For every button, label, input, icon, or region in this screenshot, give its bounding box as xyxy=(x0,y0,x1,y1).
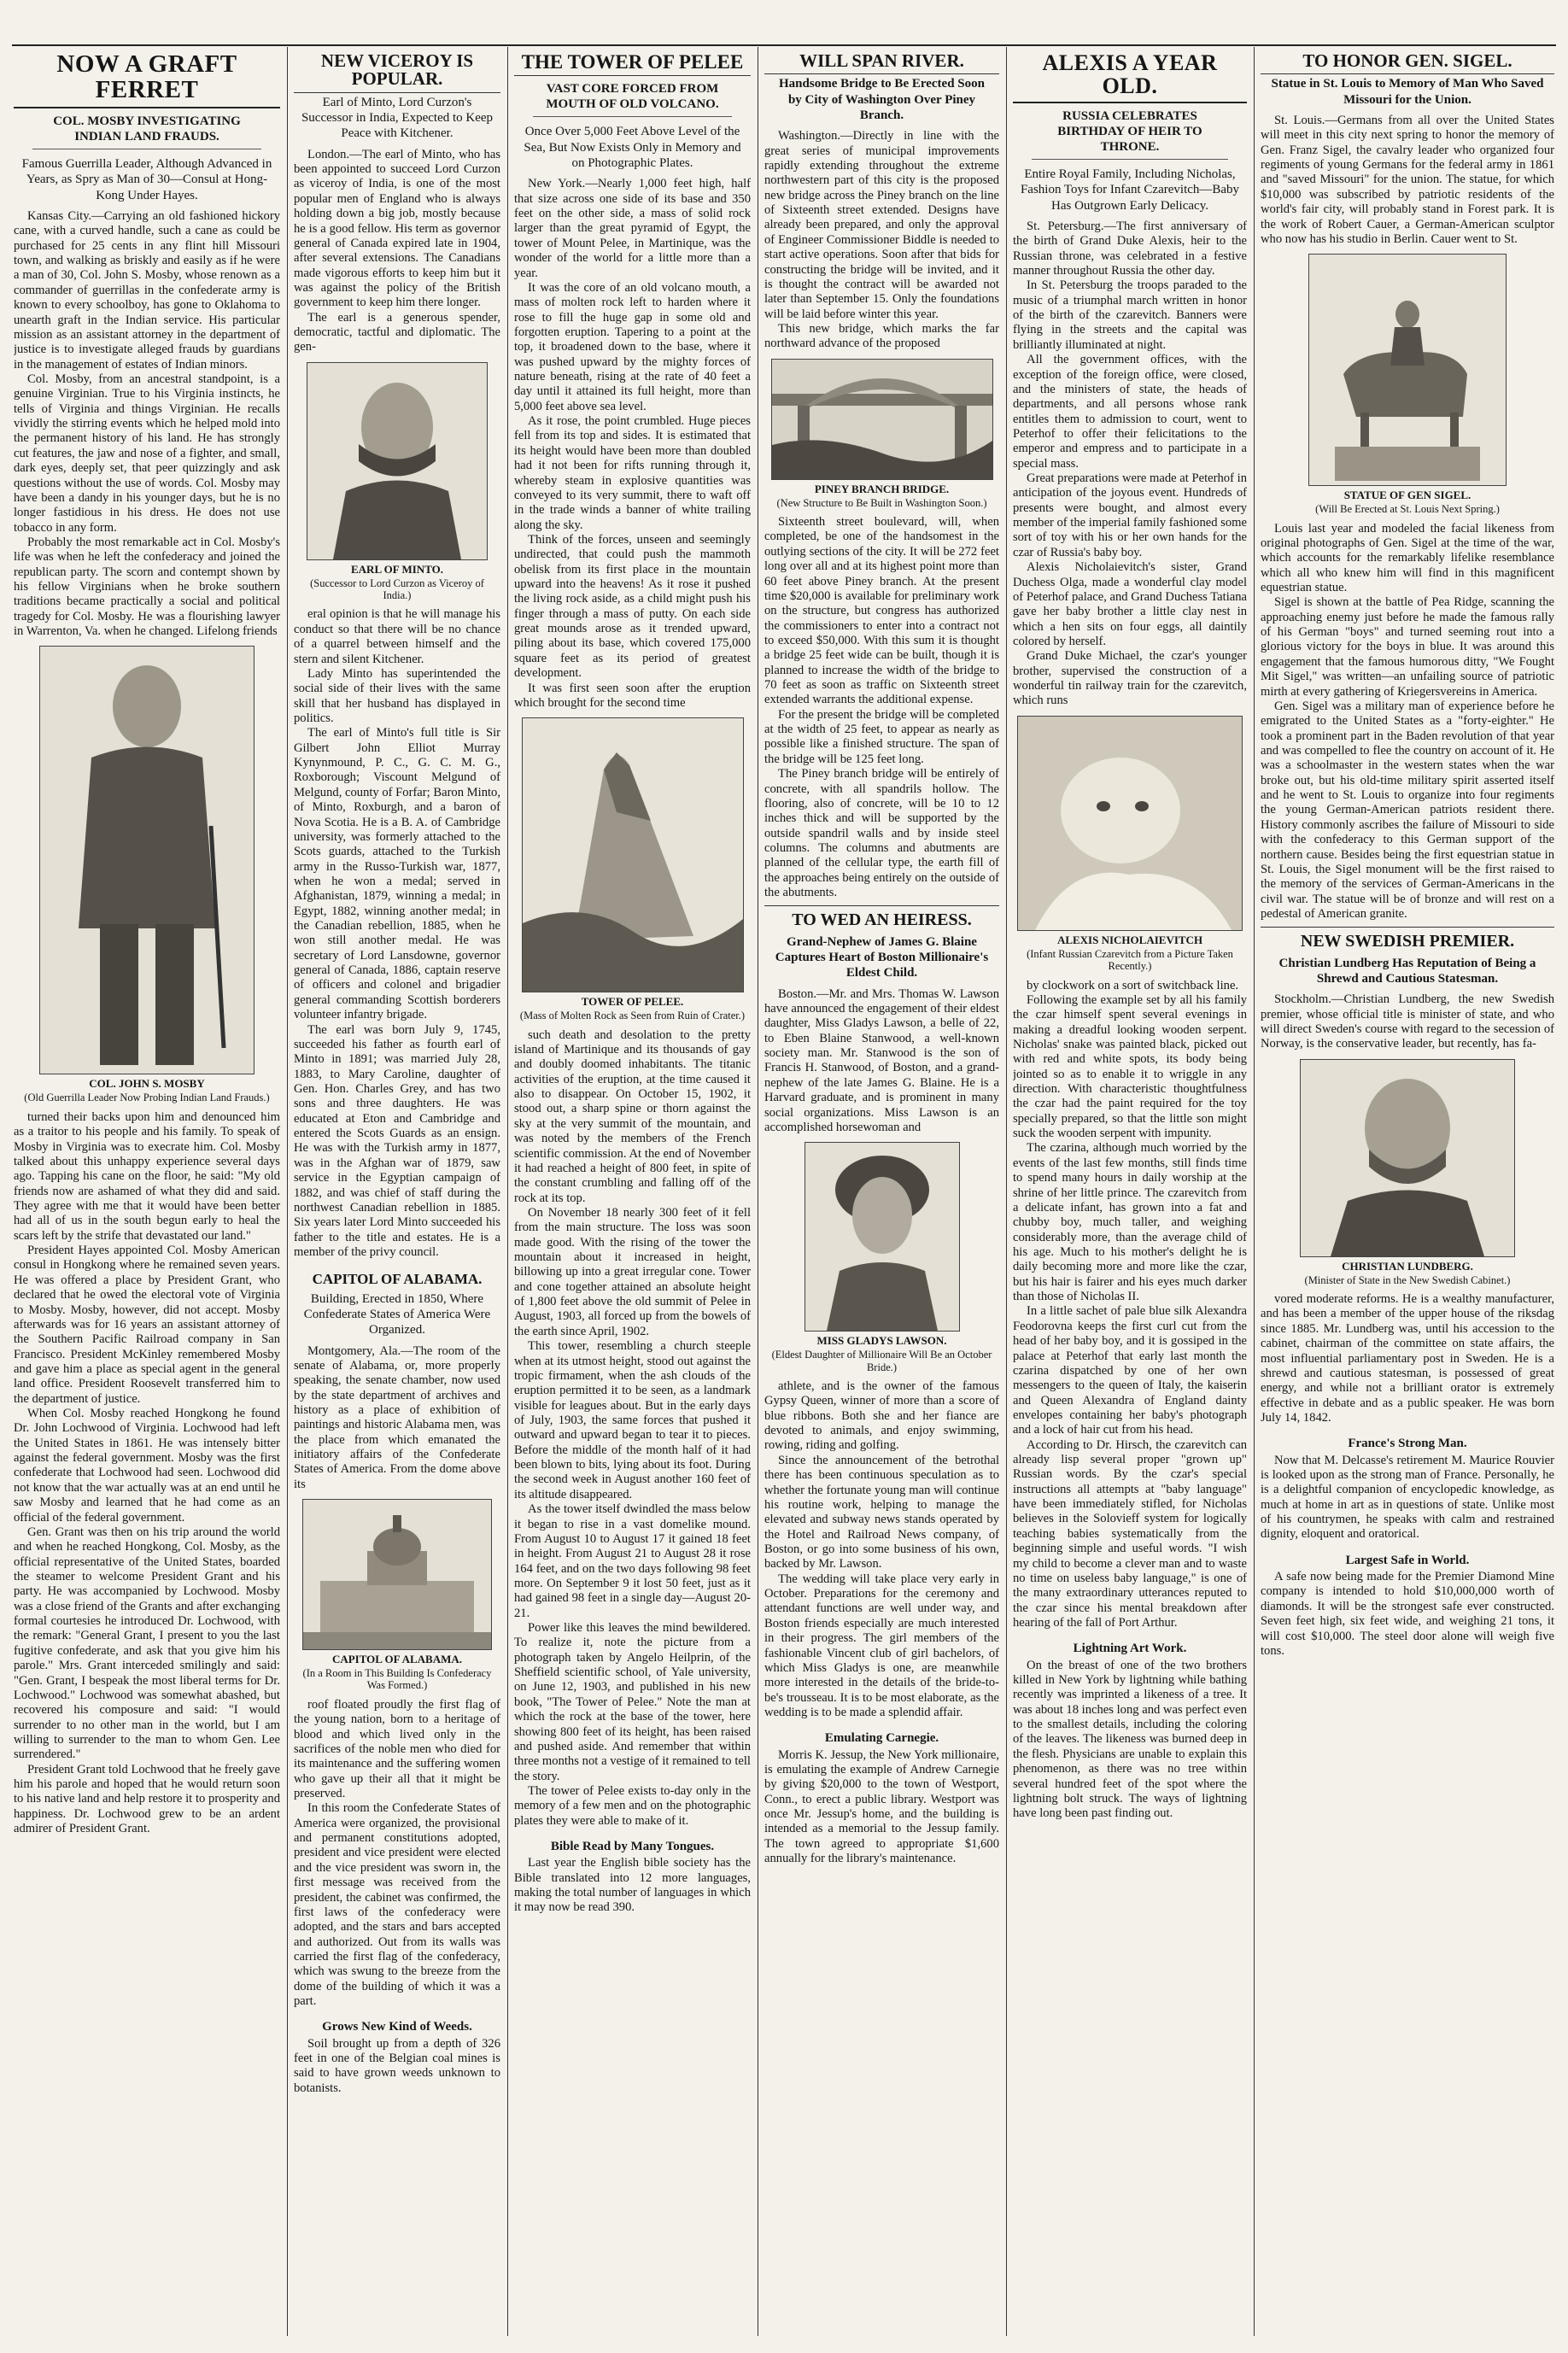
paragraph: The Piney branch bridge will be entirely of concrete, with all spandrils hollow. The flooring, also of concrete, will be 10 to 12 inches thick and will be supported by the outside spandril walls and by inside steel columns. The columns and abutments are planned of the cellular type, the earth fill of the approaches being entirely on the outside of the abutments. xyxy=(764,767,999,900)
caption: (Old Guerrilla Leader Now Probing Indian Land Frauds.) xyxy=(24,1092,270,1104)
paragraph: London.—The earl of Minto, who has been appointed to succeed Lord Curzon as viceroy of India, is one of the most popular men of England who is always holding down a big job, mostly because he is a good fellow. His term as governor general of Canada expired late in 1904, after several extensions. The Canadians made vigorous efforts to keep him but it was against the policy of the British government to keep him there longer. xyxy=(294,147,500,310)
paragraph: This tower, resembling a church steeple when at its utmost height, stood out against the tropic firmament, when the ash clouds of the eruption permitted it to be seen, as a landmark visible for leagues about. But in the early days of July, 1903, the same forces that pushed it outward and upward began to tear it to pieces. Before the middle of the month half of it had been blown to bits, lying about its foot. During the second week in August another 160 feet of its altitude disappeared. xyxy=(514,1339,751,1501)
paragraph: roof floated proudly the first flag of the young nation, born to a heritage of blood and which lived only in the sacrifices of the noble men who died for its maintenance and the suffering women who gave up their all that it might be preserved. xyxy=(294,1697,500,1801)
paragraph: All the government offices, with the exception of the foreign office, were closed, and the ministers of state, the heads of departments, and all persons whose rank entitles them to admission to court, went to Peterhof to offer their felicitations to the emperor and empress and to participate in a special mass. xyxy=(1013,353,1247,471)
paragraph: turned their backs upon him and denounced him as a traitor to his people and his family. To speak of Mosby in Virginia was to execrate him. Col. Mosby talked about this unhappy experience several days ago. Tapping his cane on the floor, he said: "My old friends now are ashamed of what they did and said. They agree with me that it would have been better had all of us in the south begun early to heal the scars left by the strife that devastated our land." xyxy=(14,1109,280,1243)
paragraph: On November 18 nearly 300 feet of it fell from the main structure. The loss was soon made good. With the rising of the tower the mountain about it increased in height, billowing up into a great irregular cone. Tower and cone together attained an absolute height of 1,800 feet above the old summit of Pelee in August, 1903, all forced up from the bowels of the earth since April, 1902. xyxy=(514,1205,751,1338)
article-bridge xyxy=(764,47,999,2339)
caption-title: CHRISTIAN LUNDBERG. xyxy=(1342,1259,1473,1273)
caption: (Will Be Erected at St. Louis Next Spring.) xyxy=(1315,503,1500,516)
caption: (Infant Russian Czarevitch from a Picture Taken Recently.) xyxy=(1027,947,1233,973)
paragraph: such death and desolation to the pretty island of Martinique and its thousands of gay and doubly doomed inhabitants. The titanic activities of the eruption, at the time caused it also to disappear. On October 15, 1902, it stood out, a sharp spine or thorn against the sky at the very summit of the mountain, and was noted by the members of the French scientific commission. At the end of November it had reached a height of 800 feet, in spite of the constant crumbling and falling off of the rock at its top. xyxy=(514,1027,751,1205)
pelee-tower-illustration xyxy=(522,717,744,992)
caption-title: MISS GLADYS LAWSON. xyxy=(816,1334,947,1348)
caption-title: STATUE OF GEN SIGEL. xyxy=(1343,489,1471,502)
mosby-portrait-illustration xyxy=(39,646,255,1074)
deck: Earl of Minto, Lord Curzon's Successor in India, Expected to Keep Peace with Kitchener. xyxy=(301,95,494,141)
paragraph: Stockholm.—Christian Lundberg, the new Swedish premier, whose official title is minister of state, and who will direct Sweden's course with regard to the secession of Norway, is the conservative leader, but recently, has fa- xyxy=(1261,992,1554,1051)
deck: Famous Guerrilla Leader, Although Advanced in Years, as Spry as Man of 30—Consul at Hong-Kong Under Hayes. xyxy=(21,157,272,202)
sigel-statue-illustration xyxy=(1308,254,1507,486)
paragraph: Col. Mosby, from an ancestral standpoint, is a genuine Virginian. True to his Virginia instincts, he tells of Virginia and things Virginian. He recalls vividly the stirring events which he helped mold into the permanent history of his land. He has strongly cut features, the jaw and nose of a fighter, and small, dark eyes, deeply set, that peer quizzingly and ask questions without the use of words. Col. Mosby may have been a dandy in his younger days, but he is no longer fastidious in his dress. He does not use tobacco in any form. xyxy=(14,372,280,535)
column-rule xyxy=(1254,47,1255,2336)
headline: TO WED AN HEIRESS. xyxy=(764,905,999,932)
paragraph: Montgomery, Ala.—The room of the senate of Alabama, or, more properly speaking, the senate chamber, now used by the state department of archives and history as a place of exhibition of paintings and historic Alabama men, was the place from which emanated the initiatory affairs of the Confederate States of America. From the dome above its xyxy=(294,1343,500,1491)
paragraph: As it rose, the point crumbled. Huge pieces fell from its top and sides. It is estimated that its height would have been more than doubled had it not been for rifts running through it, whereby steam in explosive quantities was conveyed to its very summit, there to waft off in the trade winds a banner of white trailing along the sky. xyxy=(514,414,751,532)
alexis-infant-portrait-illustration xyxy=(1017,716,1243,931)
headline: France's Strong Man. xyxy=(1348,1437,1467,1451)
column-rule xyxy=(287,47,288,2336)
paragraph: As the tower itself dwindled the mass below it began to rise in a vast domelike mound. From August 10 to August 17 it gained 18 feet in height. From August 21 to August 28 it rose 164 feet, and on the two days following 98 feet more. On September 9 it lost 50 feet, just as it had gained 98 feet in a single day—August 20-21. xyxy=(514,1502,751,1620)
caption: (In a Room in This Building Is Confederacy Was Formed.) xyxy=(302,1667,492,1692)
paragraph: New York.—Nearly 1,000 feet high, half that size across one side of its base and 350 feet on the other side, a mass of solid rock larger than the great pyramid of Egypt, the tower of Mount Pelee, in Martinique, was the wonder of the world for a little more than a year. xyxy=(514,177,751,280)
paragraph: In St. Petersburg the troops paraded to the music of a triumphal march written in honor of the birth of the czarevitch. Banners were flying in the streets and the capital was brilliantly illuminated at night. xyxy=(1013,278,1247,352)
paragraph: President Hayes appointed Col. Mosby American consul in Hongkong where he remained seven years. He was offered a place by President Grant, who declared that he owed the electoral vote of Virginia to Mosby. Mosby, however, did not accept. Mosby afterwards was for 16 years an assistant attorney of the Southern Pacific Railroad company in San Francisco. President McKinley remembered Mosby and gave him a place as special agent in the general land office. President Roosevelt transferred him to the department of justice. xyxy=(14,1244,280,1406)
deck: Statue in St. Louis to Memory of Man Who Saved Missouri for the Union. xyxy=(1271,77,1544,107)
headline: Bible Read by Many Tongues. xyxy=(550,1840,715,1854)
paragraph: The earl of Minto's full title is Sir Gilbert John Elliot Murray Kynynmound, P. C., G. C. M. G., Roxborough; Viscount Melgund of Melgund, county of Forfar; Baron Minto, of Minto, Roxburgh, and a baron of Nova Scotia. He is a B. A. of Cambridge university, was formerly attached to the Scots guards, attached to the Turkish army in the Russo-Turkish war, 1877, when he won a medal; served in Afghanistan, 1879, winning a medal; in Egypt, 1882, winning another medal; in the Canadian rebellion, 1885, when he won still another medal. He was secretary of Lord Lansdowne, governor general of Canada, 1886, captain reserve of officers and colonel and brigadier general commanding Scottish borderers volunteer infantry brigade. xyxy=(294,726,500,1022)
paragraph: Probably the most remarkable act in Col. Mosby's life was when he left the confederacy and joined the republican party. The scorn and contempt shown by his fellow Virginians when he broke southern traditions became practically a social and political tragedy for Col. Mosby. He was a flourishing lawyer in Warrenton, Va. when he changed. Lifelong friends xyxy=(14,535,280,639)
article-alexis xyxy=(1013,47,1247,2339)
paragraph: In this room the Confederate States of America were organized, the provisional and permanent constitutions adopted, president and vice president were elected and the vice president was sworn in, the first message was received from the president, the cabinet was confirmed, the first laws of the confederacy were adopted, and the stars and bars accepted and authorized. Out from its walls was carried the first flag of the confederacy, which was swung to the breeze from the dome of the building of which it was a part. xyxy=(294,1801,500,2009)
caption-title: PINEY BRANCH BRIDGE. xyxy=(814,482,950,495)
paragraph: vored moderate reforms. He is a wealthy manufacturer, and has been a member of the upper house of the riksdag since 1885. Mr. Lundberg was, until his accession to the cabinet, chairman of the committee on state affairs, the most influential parliamentary post in Sweden. He is a shrewd and cautious statesman, is possessed of great energy, and while not a brilliant orator is extremely effective in debate and as a public speaker. He was born July 14, 1842. xyxy=(1261,1292,1554,1425)
headline: NEW VICEROY IS POPULAR. xyxy=(294,47,500,93)
paragraph: Grand Duke Michael, the czar's younger brother, supervised the construction of a wonderful tin railway train for the czarevitch, which runs xyxy=(1013,649,1247,708)
headline: ALEXIS A YEAR OLD. xyxy=(1013,47,1247,103)
subheadline: COL. MOSBY INVESTIGATING INDIAN LAND FRAUDS. xyxy=(32,108,261,149)
article-sigel xyxy=(1261,47,1554,2339)
headline: TO HONOR GEN. SIGEL. xyxy=(1261,47,1554,74)
paragraph: by clockwork on a sort of switchback line. xyxy=(1027,978,1239,992)
minto-portrait-illustration xyxy=(307,362,488,560)
deck: Entire Royal Family, Including Nicholas, Fashion Toys for Infant Czarevitch—Baby Has Outgrown Early Delicacy. xyxy=(1020,167,1240,213)
caption-title: EARL OF MINTO. xyxy=(351,562,443,576)
paragraph: Last year the English bible society has the Bible translated into 12 more languages, making the total number of languages in which it may now be read 390. xyxy=(514,1856,751,1915)
paragraph: This new bridge, which marks the far northward advance of the proposed xyxy=(764,321,999,351)
caption: (New Structure to Be Built in Washington Soon.) xyxy=(776,496,987,509)
headline: CAPITOL OF ALABAMA. xyxy=(312,1271,483,1288)
deck: Once Over 5,000 Feet Above Level of the Sea, But Now Exists Only in Memory and on Photographic Plates. xyxy=(524,125,741,171)
paragraph: St. Louis.—Germans from all over the United States will meet in this city next spring to honor the memory of Gen. Franz Sigel, the cavalry leader who organized four regiments of young Germans for the federal army in 1861 and "saved Missouri" for the union. The statue, for which $10,000 was subscribed by patriotic residents of the world's fair city, will probably stand in Forest park. It is the work of Robert Cauer, a German-American sculptor who now has his studio in Berlin. Cauer went to St. xyxy=(1261,114,1554,246)
paragraph: On the breast of one of the two brothers killed in New York by lightning while bathing recently was imprinted a likeness of a tree. It was about 18 inches long and was perfect even to the smallest details, including the coloring of the leaves. The likeness was burned deep in the flesh. Physicians are unable to explain this phenomenon, as there was no tree within several hundred feet of the spot where the lightning bolt struck. The ways of lightning have long been past finding out. xyxy=(1013,1658,1247,1821)
caption-title: ALEXIS NICHOLAIEVITCH xyxy=(1056,933,1203,946)
headline: Grows New Kind of Weeds. xyxy=(322,2020,472,2034)
caption: (Minister of State in the New Swedish Cabinet.) xyxy=(1304,1273,1511,1286)
caption: (Successor to Lord Curzon as Viceroy of India.) xyxy=(310,577,484,602)
caption: (Mass of Molten Rock as Seen from Ruin of Crater.) xyxy=(519,1010,746,1022)
paragraph: Great preparations were made at Peterhof in anticipation of the joyous event. Hundreds of presents were bought, and almost every member of the imperial family fashioned some sort of toy with his or her own hands for the czar of Russia's baby boy. xyxy=(1013,471,1247,559)
paragraph: The czarina, although much worried by the events of the last few months, still finds time to spend many hours in daily worship at the shrine of her little prince. The czarevitch from a delicate infant, has grown into a fat and chubby boy, much taller, and weighing considerably more, than the average child of his age. Much to his mother's delight he is daily becoming more and more like the czar, but his hair is fairer and his eyes much darker than those of Nicholas II. xyxy=(1013,1141,1247,1304)
gladys-lawson-portrait-illustration xyxy=(804,1142,960,1332)
deck: Handsome Bridge to Be Erected Soon by City of Washington Over Piney Branch. xyxy=(779,77,985,122)
column-rule xyxy=(507,47,508,2336)
column-rule xyxy=(1006,47,1007,2336)
bridge-illustration xyxy=(771,359,993,480)
caption: (Eldest Daughter of Millionaire Will Be an October Bride.) xyxy=(771,1349,992,1373)
paragraph: Gen. Sigel was a military man of experience before he emigrated to the United States as a "forty-eighter." He took a prominent part in the Baden revolution of that year and was compelled to flee the country on account of it. He was a schoolmaster in the western states when the war broke out, but his old-time military spirit asserted itself and he went to St. Louis to organize into four regiments the young German-American patriots resident there. History commonly ascribes the failure of Missouri to side with the confederacy to this German support of the northern cause. Besides being the first equestrian statue in St. Louis, the Sigel monument will be the first raised to the memory of the services of German-Americans in the civil war. The statue will be of bronze and will rest on a pedestal of American granite. xyxy=(1261,699,1554,921)
paragraph: A safe now being made for the Premier Diamond Mine company is intended to hold $10,000,000 worth of diamonds. It will be the strongest safe ever constructed. Seven feet high, six feet wide, and weighing 21 tons, it will cost $10,000. The steel door alone will weigh five tons. xyxy=(1261,1570,1554,1658)
deck: Christian Lundberg Has Reputation of Being a Shrewd and Cautious Statesman. xyxy=(1278,956,1536,986)
deck: Grand-Nephew of James G. Blaine Captures Heart of Boston Millionaire's Eldest Child. xyxy=(775,934,989,980)
subheadline: RUSSIA CELEBRATES BIRTHDAY OF HEIR TO THRONE. xyxy=(1032,103,1228,160)
paragraph: Lady Minto has superintended the social side of their lives with the same skill that her husband has displayed in politics. xyxy=(294,666,500,725)
paragraph: When Col. Mosby reached Hongkong he found Dr. John Lochwood of Virginia. Lochwood had left the United States in 1861. He was intensely bitter against the federal government. Mosby was the first confederate that Lochwood had seen. Lochwood did not know that the war actually was at an end until he saw Mosby and learned that he had come as an official of the federal government. xyxy=(14,1407,280,1525)
paragraph: Washington.—Directly in line with the great series of municipal improvements rapidly extending throughout the extreme northwestern part of this city is the proposed new bridge across the Piney branch on the line of Sixteenth street extended. Designs have already been prepared, and only the approval of Engineer Commissioner Biddle is needed to start active operations. Soon after that bids for constructing the bridge will be invited, and it is thought the contract will be awarded not later than September 15. Only the foundations will be laid before winter this year. xyxy=(764,129,999,321)
headline: WILL SPAN RIVER. xyxy=(764,47,999,74)
paragraph: Soil brought up from a depth of 326 feet in one of the Belgian coal mines is said to have grown weeds unknown to botanists. xyxy=(294,2036,500,2095)
paragraph: Power like this leaves the mind bewildered. To realize it, note the picture from a photograph taken by Angelo Heilprin, of the Sheffield scientific school, of Yale university, on June 12, 1903, and published in his new book, "The Tower of Pelee." Note the man at which the rock at the base of the tower, here showing 800 feet of its height, has been raised and pushed aside. And remember that within three months not a vestige of it remained to tell the story. xyxy=(514,1621,751,1783)
paragraph: For the present the bridge will be completed at the width of 25 feet, to appear as nearly as possible like a finished structure. The span of the bridge will be 125 feet long. xyxy=(764,707,999,766)
paragraph: Since the announcement of the betrothal there has been continuous speculation as to whether the fortunate young man will continue his routine work, helping to manage the elevated and subway news stands operated by the Hotel and Railroad News company, of Boston, or go into some business of his own, backed by Mr. Lawson. xyxy=(764,1453,999,1572)
paragraph: It was first seen soon after the eruption which brought for the second time xyxy=(514,681,751,710)
capitol-building-illustration xyxy=(302,1499,492,1650)
headline: Largest Safe in World. xyxy=(1345,1553,1470,1567)
paragraph: The tower of Pelee exists to-day only in the memory of a few men and on the photographic plates they were able to make of it. xyxy=(514,1783,751,1828)
paragraph: Think of the forces, unseen and seemingly undirected, that could push the mammoth obelisk from its first place in the mountain upward into the heavens! As it rose it pushed the living rock aside, as a child might push his finger through a mass of putty. On each side great mounds arose as it trended upward, piling about its base, which covered 175,000 square feet as its period of greatest development. xyxy=(514,532,751,681)
paragraph: Now that M. Delcasse's retirement M. Maurice Rouvier is looked upon as the strong man of France. Personally, he is a delightful companion of encyclopedic knowledge, as much at home in art as in questions of state. Unlike most of his countrymen, he speaks with calm and restrained dignity, eloquent and oratorical. xyxy=(1261,1453,1554,1542)
article-minto xyxy=(294,47,500,2339)
headline: NEW SWEDISH PREMIER. xyxy=(1261,927,1554,953)
deck: Building, Erected in 1850, Where Confederate States of America Were Organized. xyxy=(303,1291,491,1337)
caption-title: COL. JOHN S. MOSBY xyxy=(89,1077,205,1091)
paragraph: Sigel is shown at the battle of Pea Ridge, scanning the approaching enemy just before he made the famous rally of his German "boys" and turned seeming rout into a glorious victory for the boys in blue. It was around this engagement that the famous humorous ditty, "We Fought Mit Sigel," was written—an unfailing source of patriotic mirth at every gathering of Kriegersvereins in America. xyxy=(1261,595,1554,699)
paragraph: athlete, and is the owner of the famous Gypsy Queen, winner of more than a score of blue ribbons. Both she and her fiance are devoted to animals, and enjoy swimming, rowing, riding and golfing. xyxy=(764,1379,999,1453)
headline: NOW A GRAFT FERRET xyxy=(14,47,280,108)
paragraph: President Grant told Lochwood that he freely gave him his parole and hoped that he would return soon to his native land and help restore it to prosperity and happiness. Dr. Lochwood grew to be an ardent admirer of President Grant. xyxy=(14,1762,280,1836)
paragraph: Louis last year and modeled the facial likeness from original photographs of Gen. Sigel at the time of the war, which accounts for the remarkably lifelike resemblance which all who knew him will find in this magnificent equestrian statue. xyxy=(1261,521,1554,595)
paragraph: It was the core of an old volcano mouth, a mass of molten rock left to harden where it rose to fill the huge gap in some old and forgotten eruption. Tapering to a point at the top, it broadened down to the base, where it was pushed upward by the mighty forces of nature beneath, rising at the rate of 40 feet a day until it attained its full height, more than 5,000 feet above sea level. xyxy=(514,280,751,413)
paragraph: In a little sachet of pale blue silk Alexandra Feodorovna keeps the first curl cut from the head of her baby boy, and it is gossiped in the palace at Peterhof that early last month the czarina dispatched by one of her own messengers to the queen of Italy, the kaiserin and Queen Alexandra of England dainty envelopes containing her baby's photograph and a lock of hair cut from his head. xyxy=(1013,1304,1247,1437)
lundberg-portrait-illustration xyxy=(1300,1059,1515,1257)
paragraph: According to Dr. Hirsch, the czarevitch can already lisp several proper "grown up" Russian words. By the czar's special instructions all attempts at "baby language" have been immediately stifled, for Nicholas believes in the Solovieff system for logically teaching babies systematically from the beginning simple and useful words. "I wish my child to become a clever man and to waste no time on useless baby language," is one of the many extraordinary utterances reputed to the czar since his mental breakdown after hearing of the fall of Port Arthur. xyxy=(1013,1437,1247,1630)
paragraph: eral opinion is that he will manage his conduct so that there will be no chance of a quarrel between himself and the stern and silent Kitchener. xyxy=(294,607,500,666)
headline: Emulating Carnegie. xyxy=(824,1731,939,1746)
caption-title: TOWER OF PELEE. xyxy=(581,995,684,1009)
paragraph: Alexis Nicholaievitch's sister, Grand Duchess Olga, made a wonderful clay model of Peterhof palace, and Grand Duchess Tatiana gave her baby brother a little clay nest in which a hen sits on four eggs, all daintily colored by herself. xyxy=(1013,560,1247,648)
paragraph: Sixteenth street boulevard, will, when completed, be one of the handsomest in the outlying sections of the city. It will be 272 feet long over all and at its highest point more than 60 feet above Piney branch. At the present time $20,000 is available for preliminary work on the structure, but congress has authorized the commissioners to enter into a contract not to exceed $50,000. With this sum it is thought a bridge 25 feet wide can be built, though it is planned to increase the width of the bridge to 70 feet as soon as traffic on Sixteenth street extended warrants the additional expense. xyxy=(764,515,999,707)
paragraph: The earl is a generous spender, democratic, tactful and diplomatic. The gen- xyxy=(294,310,500,354)
top-rule xyxy=(12,44,1556,46)
paragraph: St. Petersburg.—The first anniversary of the birth of Grand Duke Alexis, heir to the Russian throne, was celebrated in a festive manner throughout Russia the other day. xyxy=(1013,219,1247,278)
article-mosby xyxy=(14,47,280,2339)
paragraph: Morris K. Jessup, the New York millionaire, is emulating the example of Andrew Carnegie by giving $20,000 to the town of Westport, Conn., to erect a public library. Westport was once Mr. Jessup's home, and the building is intended as a memorial to the Jessup family. The town agreed to appropriate $1,600 annually for the library's maintenance. xyxy=(764,1747,999,1866)
paragraph: Following the example set by all his family the czar himself spent several evenings in making a dreadful looking wooden serpent. Nicholas' snake was painted black, picked out with red and white spots, its body being jointed so as to enable it to wriggle in any direction. With characteristic thoughtfulness the czar had the paint required for the toy specially prepared, so that the little son might suck the wooden serpent with impunity. xyxy=(1013,992,1247,1141)
headline: Lightning Art Work. xyxy=(1073,1642,1187,1656)
paragraph: The wedding will take place very early in October. Preparations for the ceremony and attendant functions are well under way, and Boston friends especially are much interested in their progress. The girl members of the fashionable Vincent club of girl bachelors, of which Miss Gladys is one, are meanwhile more interested in the details of the bride-to-be's trousseau. It is to be most elaborate, as the wedding is to be made a splendid affair. xyxy=(764,1572,999,1719)
headline: THE TOWER OF PELEE xyxy=(514,47,751,76)
paragraph: The earl was born July 9, 1745, succeeded his father as fourth earl of Minto in 1891; was married July 28, 1883, to Mary Caroline, daughter of Gen. Hon. Charles Grey, and has two sons and three daughters. He was educated at Eton and Cambridge and entered the Scots Guards as an ensign. He was with the Turkish army in 1877, was in the Afghan war of 1879, saw service in the Egyptian campaign of 1882, and was chief of staff during the northwest Canadian rebellion in 1885. Six years later Lord Minto succeeded his father to the title and estates. He is a member of the privy council. xyxy=(294,1022,500,1259)
caption-title: CAPITOL OF ALABAMA. xyxy=(331,1653,463,1666)
paragraph: Gen. Grant was then on his trip around the world and when he reached Hongkong, Col. Mosby, as the official representative of the United States, boarded the steamer to welcome President Grant and his party. He was accompanied by Lochwood. Mosby was a close friend of the Grants and after exchanging formal courtesies he introduced Dr. Lochwood, with the remark: "General Grant, I present to you the last fugitive confederate, and ask that you give him his parole." Mrs. Grant interceded smilingly and said: "Gen. Grant, I bespeak the most liberal terms for Dr. Lochwood." Lochwood was somewhat abashed, but recovered his composure and said: "I would surrender to no other man in the world, but I am willing to surrender to the man to whom Gen. Lee surrendered." xyxy=(14,1525,280,1762)
article-pelee xyxy=(514,47,751,2339)
paragraph: Kansas City.—Carrying an old fashioned hickory cane, with a curved handle, such a cane as could be purchased for 25 cents in any flint hill Missouri town, and walking as briskly and easily as if he were a man of 30, Col. John S. Mosby, whose renown as a commander of guerrillas in the confederate army is known to every schoolboy, has gone to Oklahoma to unearth graft in the Indian service. His particular mission as an assistant attorney in the department of justice is to investigate alleged frauds by guardians in the management of estates of Indian minors. xyxy=(14,209,280,372)
subheadline: VAST CORE FORCED FROM MOUTH OF OLD VOLCANO. xyxy=(533,76,732,117)
paragraph: Boston.—Mr. and Mrs. Thomas W. Lawson have announced the engagement of their eldest daughter, Miss Gladys Lawson, a belle of 22, to Eben Blaine Stanwood, a well-known society man. Mr. Stanwood is the son of Francis H. Stanwood, of Boston, and a grand-nephew of the late James G. Blaine. He is a Harvard graduate, and is prominent in many social organizations. Miss Lawson is an accomplished horsewoman and xyxy=(764,986,999,1134)
